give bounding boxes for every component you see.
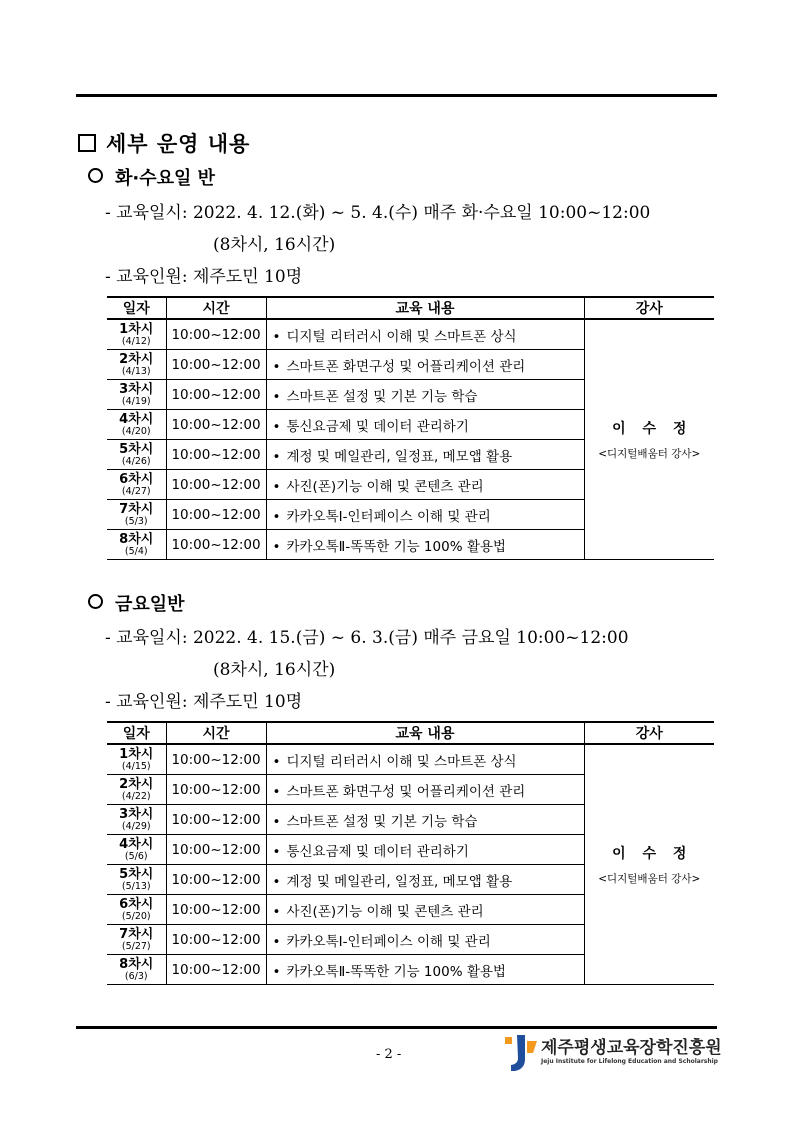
content-text: 디지털 리터러시 이해 및 스마트폰 상식 (286, 753, 517, 770)
content-text: 사진(폰)기능 이해 및 콘텐츠 관리 (286, 903, 484, 920)
round-date: (5/27) (121, 940, 151, 952)
round-cell (107, 835, 166, 865)
bullet-icon: • (272, 843, 281, 860)
page-number: - 2 - (376, 1047, 402, 1062)
bullet-icon: • (272, 508, 281, 525)
content-cell (266, 805, 584, 835)
round-label: 1차시 (119, 746, 154, 762)
round-cell (107, 530, 166, 560)
time-cell: 10:00~12:00 (166, 319, 266, 350)
round-cell (107, 440, 166, 470)
content-cell (266, 500, 584, 530)
bullet-icon: • (272, 813, 281, 830)
content-text: 통신요금제 및 데이터 관리하기 (286, 418, 469, 435)
round-label: 3차시 (119, 381, 154, 397)
round-cell (107, 319, 166, 350)
instructor-name: 이 수 정 (612, 421, 693, 437)
round-cell (107, 744, 166, 775)
round-label: 8차시 (119, 531, 154, 547)
table-row (107, 744, 714, 775)
people-line: - 교육인원: 제주도민 10명 (105, 267, 303, 287)
content-text: 스마트폰 설정 및 기본 기능 학습 (286, 388, 478, 405)
round-label: 8차시 (119, 956, 154, 972)
time-cell: 10:00~12:00 (166, 530, 266, 560)
content-cell (266, 470, 584, 500)
round-date: (5/6) (124, 850, 148, 862)
bullet-icon: • (272, 903, 281, 920)
content-cell (266, 835, 584, 865)
round-date: (5/13) (121, 880, 151, 892)
content-cell (266, 410, 584, 440)
instructor-title: <디지털배움터 강사> (598, 873, 701, 885)
content-text: 카카오톡Ⅰ-인터페이스 이해 및 관리 (286, 508, 491, 525)
table-row (107, 319, 714, 350)
round-date: (4/19) (121, 395, 151, 407)
content-cell (266, 865, 584, 895)
content-text: 통신요금제 및 데이터 관리하기 (286, 843, 469, 860)
bullet-icon: • (272, 783, 281, 800)
top-rule (76, 94, 717, 97)
round-label: 5차시 (119, 866, 154, 882)
content-text: 카카오톡Ⅱ-똑똑한 기능 100% 활용법 (286, 963, 506, 980)
section-title: 세부 운영 내용 (106, 132, 251, 156)
schedule-table-1 (107, 296, 714, 560)
content-cell (266, 319, 584, 350)
bullet-icon: • (272, 753, 281, 770)
header-instructor: 강사 (584, 297, 714, 319)
bullet-icon: • (272, 388, 281, 405)
round-date: (5/4) (124, 545, 148, 557)
header-content: 교육 내용 (266, 297, 584, 319)
round-cell (107, 895, 166, 925)
round-date: (4/22) (121, 790, 151, 802)
bullet-icon: • (272, 418, 281, 435)
round-cell (107, 410, 166, 440)
bullet-icon: • (272, 358, 281, 375)
round-cell (107, 350, 166, 380)
round-date: (4/26) (121, 455, 151, 467)
time-cell: 10:00~12:00 (166, 835, 266, 865)
round-label: 4차시 (119, 836, 154, 852)
content-cell (266, 440, 584, 470)
header-time: 시간 (166, 722, 266, 744)
round-date: (4/12) (121, 335, 151, 347)
round-date: (5/20) (121, 910, 151, 922)
org-name: 제주평생교육장학진흥원 (541, 1038, 722, 1058)
table-header-row (107, 722, 714, 744)
circle-bullet-icon (88, 168, 103, 183)
instructor-cell (584, 319, 714, 560)
organization-logo (503, 1033, 722, 1073)
class-heading-1 (88, 164, 215, 190)
time-cell: 10:00~12:00 (166, 440, 266, 470)
content-text: 계정 및 메일관리, 일정표, 메모앱 활용 (286, 448, 513, 465)
jeju-institute-logo-icon (503, 1033, 539, 1073)
content-cell (266, 530, 584, 560)
time-cell: 10:00~12:00 (166, 500, 266, 530)
bottom-rule (76, 1026, 717, 1029)
round-cell (107, 470, 166, 500)
content-cell (266, 775, 584, 805)
round-label: 5차시 (119, 441, 154, 457)
bullet-icon: • (272, 328, 281, 345)
time-cell: 10:00~12:00 (166, 744, 266, 775)
round-label: 4차시 (119, 411, 154, 427)
header-date: 일자 (107, 297, 166, 319)
time-cell: 10:00~12:00 (166, 865, 266, 895)
round-cell (107, 805, 166, 835)
round-label: 2차시 (119, 351, 154, 367)
round-date: (4/13) (121, 365, 151, 377)
content-cell (266, 955, 584, 985)
class-heading-2 (88, 590, 185, 616)
time-cell: 10:00~12:00 (166, 410, 266, 440)
round-date: (4/20) (121, 425, 151, 437)
square-bullet-icon (78, 134, 96, 152)
content-text: 스마트폰 설정 및 기본 기능 학습 (286, 813, 478, 830)
round-date: (4/29) (121, 820, 151, 832)
instructor-name: 이 수 정 (612, 846, 693, 862)
time-cell: 10:00~12:00 (166, 805, 266, 835)
header-date: 일자 (107, 722, 166, 744)
bullet-icon: • (272, 933, 281, 950)
round-label: 1차시 (119, 321, 154, 337)
section-heading (78, 128, 250, 158)
bullet-icon: • (272, 478, 281, 495)
round-label: 3차시 (119, 806, 154, 822)
time-cell: 10:00~12:00 (166, 925, 266, 955)
round-date: (5/3) (124, 515, 148, 527)
content-text: 카카오톡Ⅱ-똑똑한 기능 100% 활용법 (286, 538, 506, 555)
schedule-table-2 (107, 721, 714, 985)
time-cell: 10:00~12:00 (166, 350, 266, 380)
period-line: - 교육일시: 2022. 4. 12.(화) ~ 5. 4.(수) 매주 화·수요일 10:00~12:00 (105, 203, 651, 223)
header-instructor: 강사 (584, 722, 714, 744)
round-date: (6/3) (124, 970, 148, 982)
round-date: (4/15) (121, 760, 151, 772)
content-cell (266, 350, 584, 380)
period-line: - 교육일시: 2022. 4. 15.(금) ~ 6. 3.(금) 매주 금요일 10:00~12:00 (105, 628, 629, 648)
time-cell: 10:00~12:00 (166, 775, 266, 805)
round-label: 7차시 (119, 501, 154, 517)
round-cell (107, 380, 166, 410)
header-time: 시간 (166, 297, 266, 319)
round-label: 7차시 (119, 926, 154, 942)
round-label: 2차시 (119, 776, 154, 792)
time-cell: 10:00~12:00 (166, 955, 266, 985)
bullet-icon: • (272, 448, 281, 465)
round-label: 6차시 (119, 896, 154, 912)
content-cell (266, 380, 584, 410)
circle-bullet-icon (88, 594, 103, 609)
content-text: 카카오톡Ⅰ-인터페이스 이해 및 관리 (286, 933, 491, 950)
bullet-icon: • (272, 538, 281, 555)
content-text: 스마트폰 화면구성 및 어플리케이션 관리 (286, 358, 526, 375)
round-cell (107, 955, 166, 985)
round-date: (4/27) (121, 485, 151, 497)
round-cell (107, 925, 166, 955)
round-cell (107, 865, 166, 895)
content-text: 사진(폰)기능 이해 및 콘텐츠 관리 (286, 478, 484, 495)
content-cell (266, 895, 584, 925)
period-note: (8차시, 16시간) (213, 235, 336, 255)
header-content: 교육 내용 (266, 722, 584, 744)
round-label: 6차시 (119, 471, 154, 487)
content-cell (266, 744, 584, 775)
period-note: (8차시, 16시간) (213, 660, 336, 680)
content-text: 계정 및 메일관리, 일정표, 메모앱 활용 (286, 873, 513, 890)
round-cell (107, 500, 166, 530)
bullet-icon: • (272, 963, 281, 980)
time-cell: 10:00~12:00 (166, 470, 266, 500)
instructor-title: <디지털배움터 강사> (598, 448, 701, 460)
time-cell: 10:00~12:00 (166, 895, 266, 925)
instructor-cell (584, 744, 714, 985)
content-cell (266, 925, 584, 955)
org-english-name: Jeju Institute for Lifelong Education and Scholarship (541, 1058, 718, 1065)
content-text: 디지털 리터러시 이해 및 스마트폰 상식 (286, 328, 517, 345)
table-header-row (107, 297, 714, 319)
time-cell: 10:00~12:00 (166, 380, 266, 410)
class-title: 화·수요일 반 (115, 168, 216, 189)
class-title: 금요일반 (115, 594, 185, 615)
people-line: - 교육인원: 제주도민 10명 (105, 692, 303, 712)
bullet-icon: • (272, 873, 281, 890)
content-text: 스마트폰 화면구성 및 어플리케이션 관리 (286, 783, 526, 800)
round-cell (107, 775, 166, 805)
